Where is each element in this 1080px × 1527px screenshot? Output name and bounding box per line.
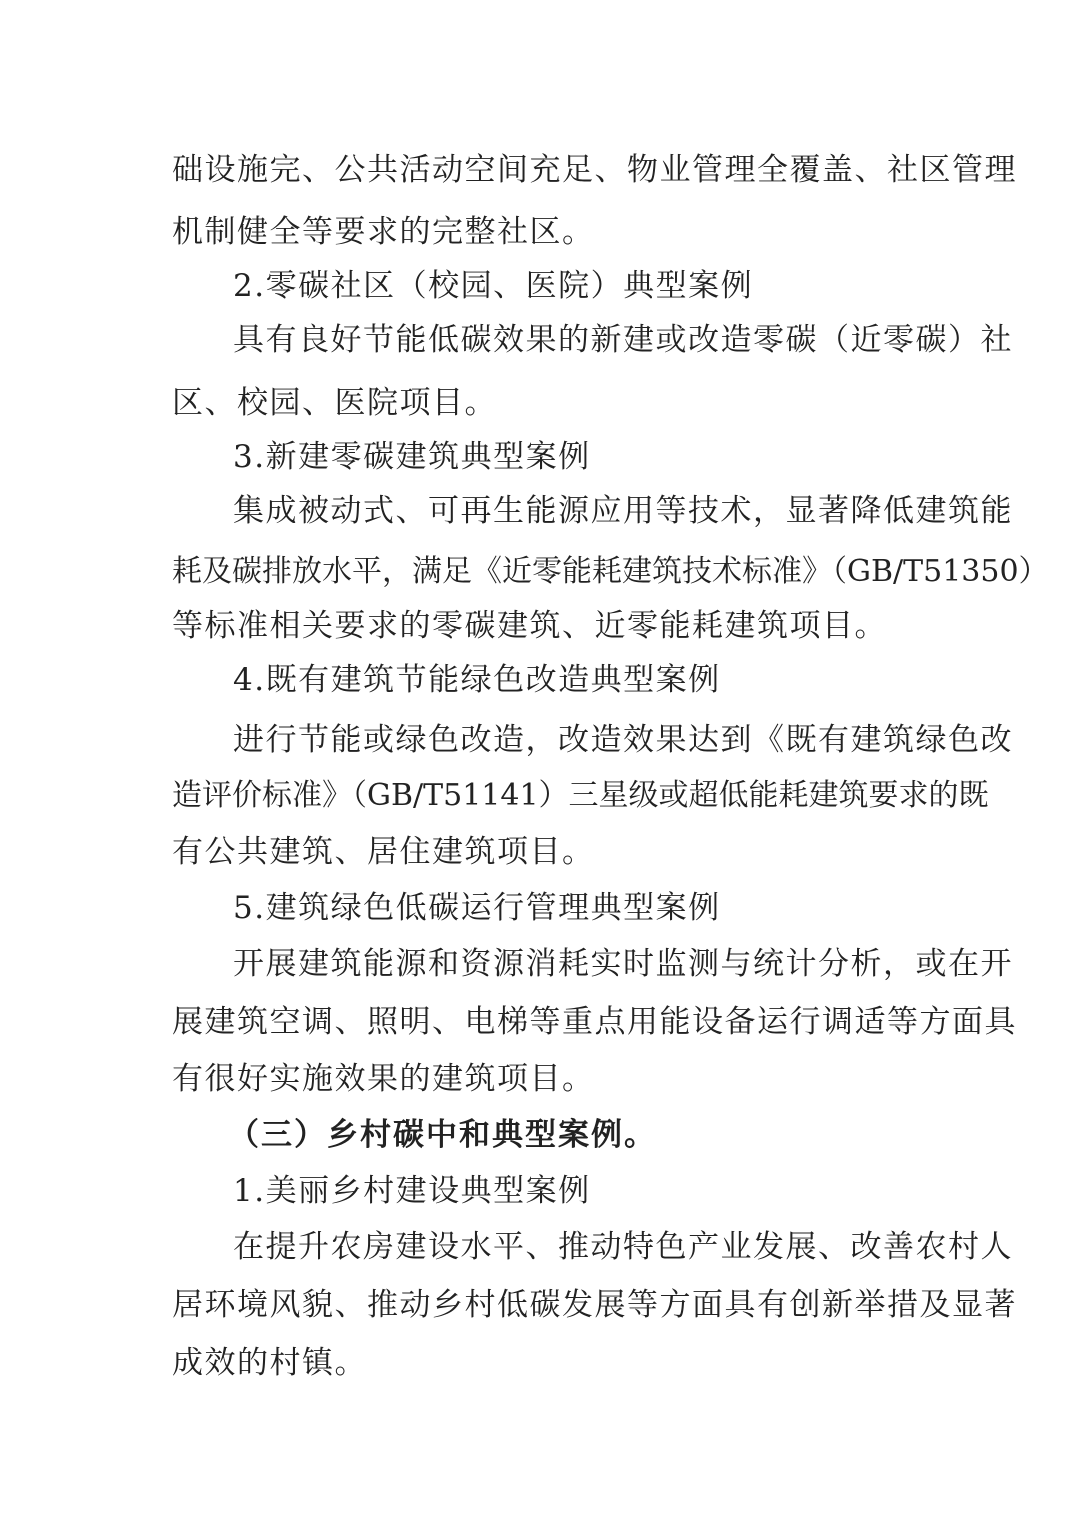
- paragraph-line: 居环境风貌、推动乡村低碳发展等方面具有创新举措及显著: [172, 1287, 1017, 1323]
- paragraph-line: 造评价标准》（GB/T51141）三星级或超低能耗建筑要求的既: [172, 778, 989, 813]
- paragraph-line: 区、校园、医院项目。: [172, 385, 497, 421]
- paragraph-line: 集成被动式、可再生能源应用等技术，显著降低建筑能: [233, 493, 1013, 529]
- paragraph-line: 开展建筑能源和资源消耗实时监测与统计分析，或在开: [233, 946, 1013, 982]
- paragraph-line: 在提升农房建设水平、推动特色产业发展、改善农村人: [233, 1229, 1013, 1265]
- subsection-heading: 2.零碳社区（校园、医院）典型案例: [233, 268, 754, 304]
- paragraph-line: 展建筑空调、照明、电梯等重点用能设备运行调适等方面具: [172, 1004, 1017, 1040]
- paragraph-line: 成效的村镇。: [172, 1345, 367, 1381]
- subsection-heading: 4.既有建筑节能绿色改造典型案例: [233, 662, 721, 698]
- paragraph-line: 等标准相关要求的零碳建筑、近零能耗建筑项目。: [172, 608, 887, 644]
- subsection-heading: 5.建筑绿色低碳运行管理典型案例: [233, 890, 721, 926]
- paragraph-line: 有公共建筑、居住建筑项目。: [172, 834, 595, 870]
- paragraph-line: 耗及碳排放水平，满足《近零能耗建筑技术标准》（GB/T51350）: [172, 554, 1049, 589]
- subsection-heading: 1.美丽乡村建设典型案例: [233, 1173, 591, 1209]
- paragraph-line: 机制健全等要求的完整社区。: [172, 214, 595, 250]
- paragraph-line: 础设施完、公共活动空间充足、物业管理全覆盖、社区管理: [172, 152, 1017, 188]
- section-heading: （三）乡村碳中和典型案例。: [228, 1117, 657, 1153]
- subsection-heading: 3.新建零碳建筑典型案例: [233, 439, 591, 475]
- paragraph-line: 进行节能或绿色改造，改造效果达到《既有建筑绿色改: [233, 722, 1013, 758]
- paragraph-line: 具有良好节能低碳效果的新建或改造零碳（近零碳）社: [233, 322, 1013, 358]
- paragraph-line: 有很好实施效果的建筑项目。: [172, 1061, 595, 1097]
